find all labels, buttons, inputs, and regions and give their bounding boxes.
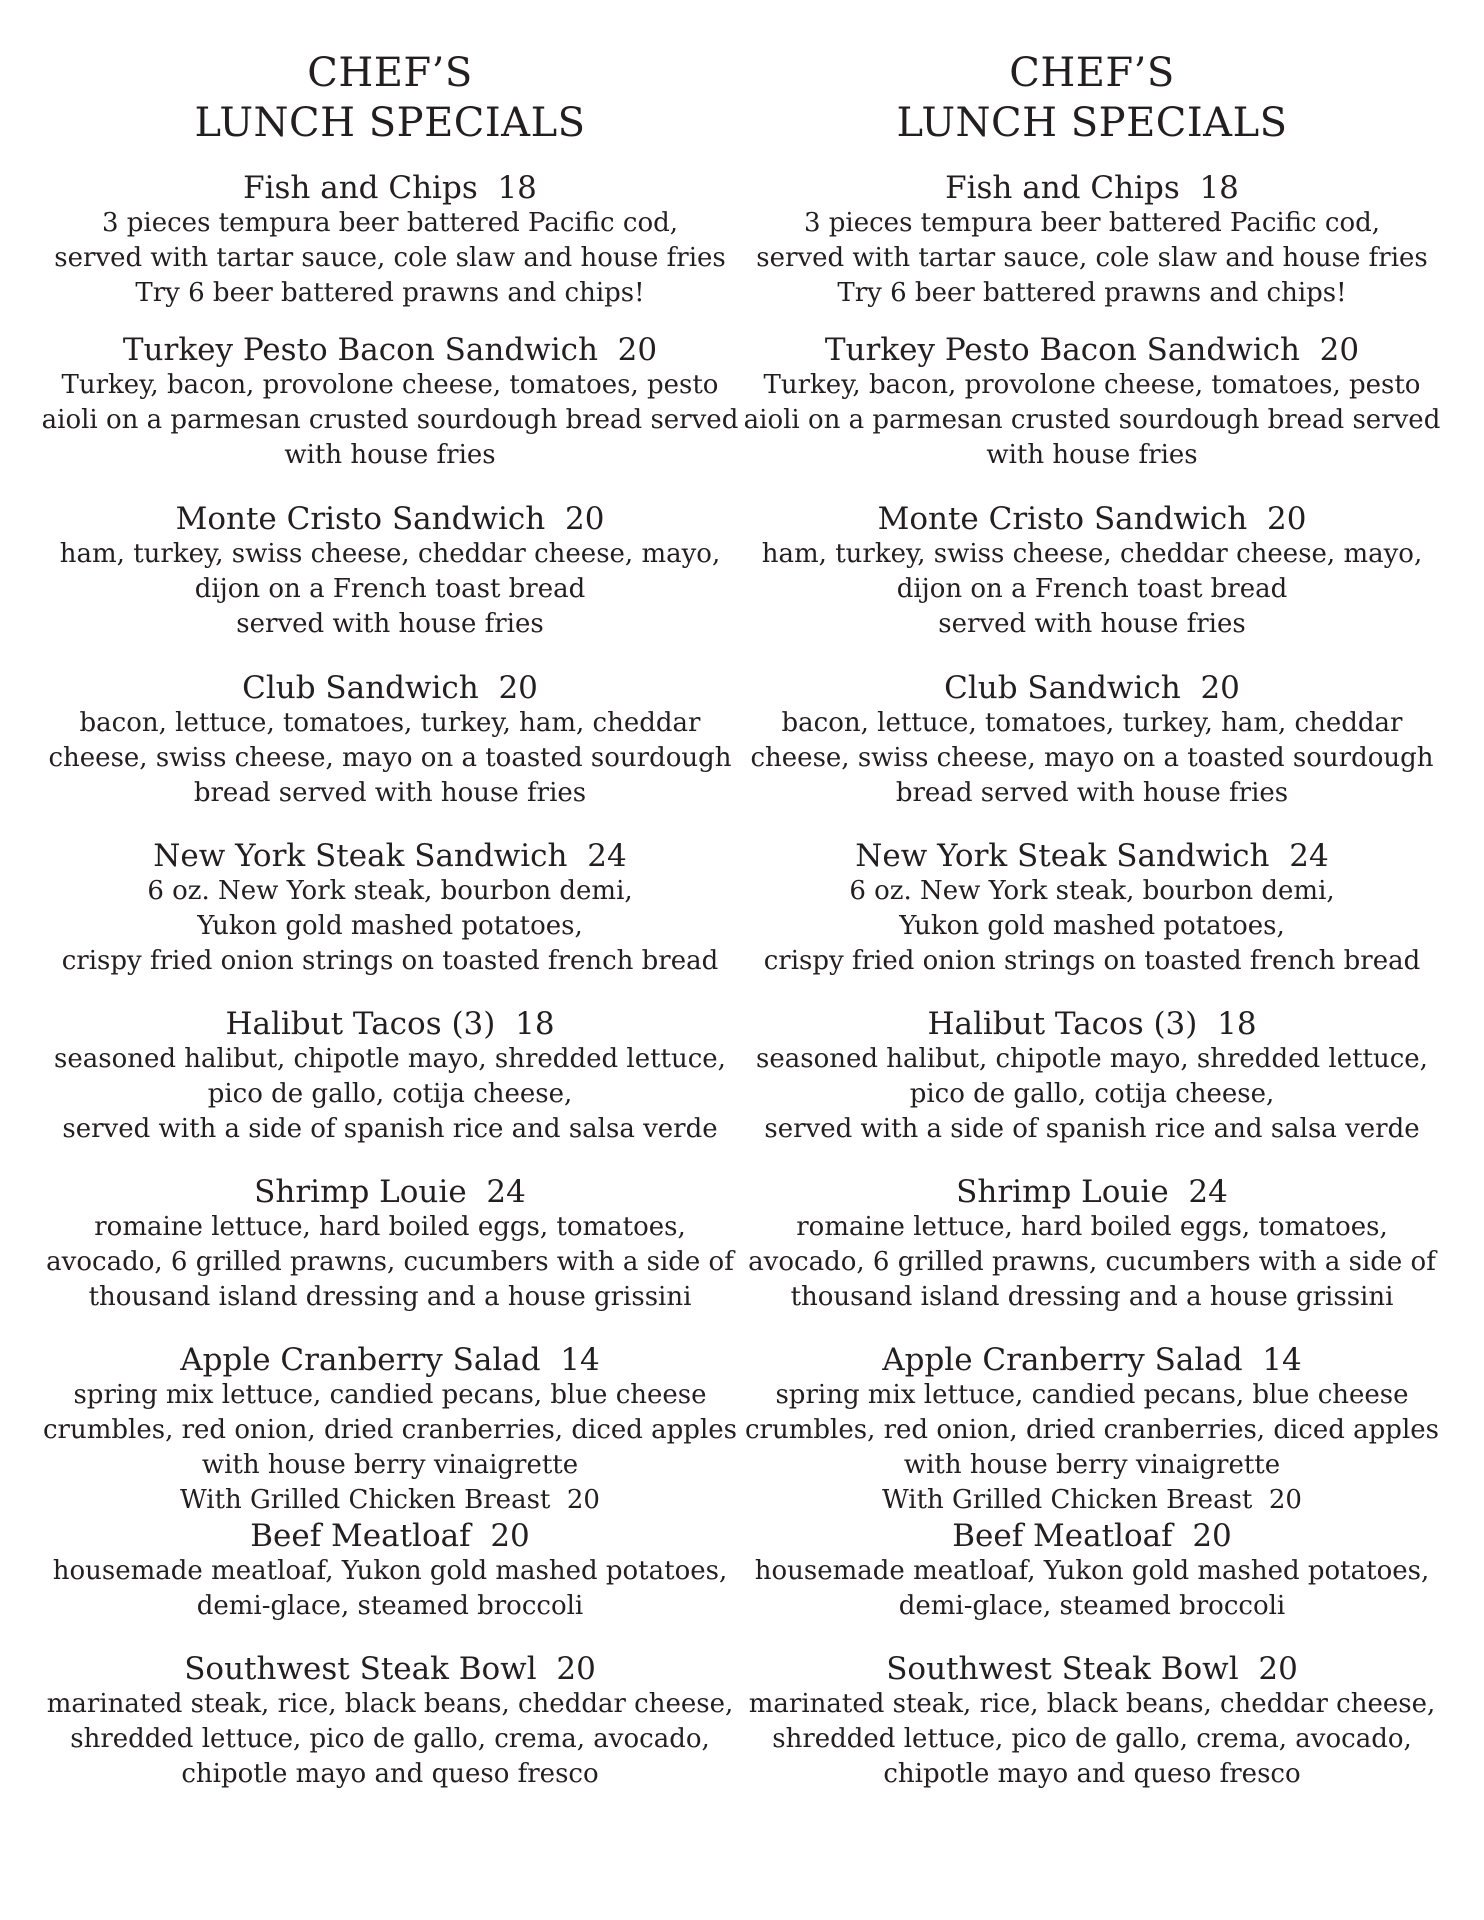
menu-item-price: 20 — [1200, 670, 1240, 706]
menu-item-description-line: pico de gallo, cotija cheese, — [207, 1079, 573, 1109]
menu-item-name: Club Sandwich — [242, 670, 479, 706]
menu-item-description-line: 6 oz. New York steak, bourbon demi, — [849, 876, 1335, 906]
menu-item — [742, 1174, 1442, 1315]
menu-item-price: 24 — [1188, 1174, 1228, 1210]
menu-item-description-line: cheese, swiss cheese, mayo on a toasted sourdough — [750, 743, 1434, 773]
menu-item — [742, 670, 1442, 811]
menu-item — [742, 1651, 1442, 1792]
menu-item-heading — [742, 1174, 1442, 1210]
menu-item-description-line: housemade meatloaf, Yukon gold mashed potatoes, — [52, 1556, 728, 1586]
menu-item-heading — [742, 501, 1442, 537]
menu-title-line-1: CHEF’S — [1009, 50, 1175, 96]
menu-item-price: 20 — [498, 670, 538, 706]
menu-item-description-line: spring mix lettuce, candied pecans, blue cheese — [73, 1380, 707, 1410]
menu-item-name: New York Steak Sandwich — [153, 838, 568, 874]
menu-item-price: 20 — [490, 1518, 530, 1554]
menu-item-name: Fish and Chips — [243, 170, 478, 206]
menu-item-description-line: served with tartar sauce, cole slaw and house fries — [756, 243, 1428, 273]
menu-item-heading — [742, 670, 1442, 706]
menu-column-left — [40, 48, 740, 1792]
menu-item-price: 18 — [1217, 1006, 1257, 1042]
menu-item — [40, 332, 740, 473]
menu-item-name: Monte Cristo Sandwich — [877, 501, 1248, 537]
menu-item-heading — [40, 1174, 740, 1210]
menu-item-name: Shrimp Louie — [254, 1174, 467, 1210]
menu-title-line-2: LUNCH SPECIALS — [896, 100, 1288, 146]
menu-item-description-line: With Grilled Chicken Breast 20 — [180, 1485, 600, 1515]
menu-item-description-line: with house fries — [284, 440, 496, 470]
menu-item-price: 20 — [1266, 501, 1307, 537]
menu-item-description-line: bacon, lettuce, tomatoes, turkey, ham, cheddar — [79, 708, 701, 738]
menu-item-description-line: Try 6 beer battered prawns and chips! — [135, 278, 645, 308]
menu-item — [742, 170, 1442, 311]
menu-item-description-line: with house fries — [986, 440, 1198, 470]
menu-item-name: Turkey Pesto Bacon Sandwich — [824, 332, 1300, 368]
menu-item-heading — [40, 501, 740, 537]
menu-item-heading — [742, 1518, 1442, 1554]
menu-item-description-line: chipotle mayo and queso fresco — [883, 1759, 1301, 1789]
menu-item-price: 24 — [587, 838, 627, 874]
menu-item-description-line: crispy fried onion strings on toasted french bread — [763, 946, 1421, 976]
menu-item-name: Apple Cranberry Salad — [180, 1342, 541, 1378]
menu-item-name: Club Sandwich — [944, 670, 1181, 706]
menu-item — [40, 1342, 740, 1518]
menu-item-description-line: ham, turkey, swiss cheese, cheddar cheese, mayo, — [59, 539, 721, 569]
menu-item-description-line: With Grilled Chicken Breast 20 — [882, 1485, 1302, 1515]
menu-item — [40, 1651, 740, 1792]
menu-item — [742, 1518, 1442, 1624]
menu-item-description-line: thousand island dressing and a house grissini — [88, 1282, 692, 1312]
menu-item-heading — [40, 670, 740, 706]
menu-item-heading — [742, 838, 1442, 874]
menu-item-description-line: housemade meatloaf, Yukon gold mashed potatoes, — [754, 1556, 1430, 1586]
menu-item-description-line: avocado, 6 grilled prawns, cucumbers with a side of — [748, 1247, 1436, 1277]
menu-item-description-line: marinated steak, rice, black beans, cheddar cheese, — [46, 1689, 734, 1719]
menu-item-description-line: Yukon gold mashed potatoes, — [197, 911, 583, 941]
menu-item-heading — [40, 1342, 740, 1378]
menu-item-description-line: ham, turkey, swiss cheese, cheddar cheese, mayo, — [761, 539, 1423, 569]
menu-item-description-line: served with house fries — [236, 609, 544, 639]
menu-item — [742, 332, 1442, 473]
menu-item — [742, 501, 1442, 642]
menu-item-description-line: romaine lettuce, hard boiled eggs, tomatoes, — [94, 1212, 686, 1242]
menu-title — [40, 48, 740, 148]
menu-item-description-line: bread served with house fries — [193, 778, 587, 808]
menu-item-description-line: served with tartar sauce, cole slaw and house fries — [54, 243, 726, 273]
menu-item-price: 20 — [617, 332, 658, 368]
menu-item-description-line: Turkey, bacon, provolone cheese, tomatoes, pesto — [763, 370, 1421, 400]
menu-item-description-line: aioli on a parmesan crusted sourdough bread served — [743, 405, 1441, 435]
menu-item-price: 14 — [560, 1342, 600, 1378]
menu-item-price: 20 — [556, 1651, 596, 1687]
menu-item-description-line: 6 oz. New York steak, bourbon demi, — [147, 876, 633, 906]
menu-item-price: 24 — [486, 1174, 526, 1210]
menu-item-name: Monte Cristo Sandwich — [175, 501, 546, 537]
menu-item — [742, 1342, 1442, 1518]
menu-item-description-line: romaine lettuce, hard boiled eggs, tomatoes, — [796, 1212, 1388, 1242]
menu-item-description-line: crispy fried onion strings on toasted french bread — [61, 946, 719, 976]
menu-item-description-line: thousand island dressing and a house grissini — [790, 1282, 1394, 1312]
menu-item-description-line: dijon on a French toast bread — [194, 574, 586, 604]
menu-item-description-line: shredded lettuce, pico de gallo, crema, avocado, — [70, 1724, 710, 1754]
menu-item-heading — [742, 1006, 1442, 1042]
menu-item-description-line: demi-glace, steamed broccoli — [196, 1591, 584, 1621]
menu-title-line-1: CHEF’S — [307, 50, 473, 96]
menu-item-description-line: 3 pieces tempura beer battered Pacific cod, — [101, 208, 679, 238]
menu-item-description-line: Turkey, bacon, provolone cheese, tomatoes, pesto — [61, 370, 719, 400]
menu-item — [40, 670, 740, 811]
menu-item-heading — [742, 1651, 1442, 1687]
menu-item-heading — [40, 170, 740, 206]
menu-item-name: Beef Meatloaf — [250, 1518, 471, 1554]
menu-item-heading — [40, 1006, 740, 1042]
menu-item-name: Southwest Steak Bowl — [886, 1651, 1239, 1687]
menu-item-name: New York Steak Sandwich — [855, 838, 1270, 874]
menu-item-heading — [742, 332, 1442, 368]
menu-item-price: 20 — [1192, 1518, 1232, 1554]
menu-item-description-line: Try 6 beer battered prawns and chips! — [837, 278, 1347, 308]
menu-item-price: 20 — [1258, 1651, 1298, 1687]
menu-title — [742, 48, 1442, 148]
menu-item-description-line: bread served with house fries — [895, 778, 1289, 808]
menu-item-price: 18 — [1199, 170, 1239, 206]
menu-item-heading — [40, 1651, 740, 1687]
menu-item-description-line: with house berry vinaigrette — [201, 1450, 579, 1480]
menu-item-description-line: spring mix lettuce, candied pecans, blue cheese — [775, 1380, 1409, 1410]
menu-column-right — [742, 48, 1442, 1792]
menu-item-heading — [40, 332, 740, 368]
menu-item-heading — [40, 838, 740, 874]
menu-item-description-line: served with house fries — [938, 609, 1246, 639]
menu-item-description-line: avocado, 6 grilled prawns, cucumbers with a side of — [46, 1247, 734, 1277]
menu-item-description-line: with house berry vinaigrette — [903, 1450, 1281, 1480]
menu-item — [40, 1006, 740, 1147]
dish-list — [742, 170, 1442, 1792]
menu-item-name: Shrimp Louie — [956, 1174, 1169, 1210]
dish-list — [40, 170, 740, 1792]
menu-item-description-line: pico de gallo, cotija cheese, — [909, 1079, 1275, 1109]
menu-item-description-line: crumbles, red onion, dried cranberries, diced apples — [42, 1415, 737, 1445]
menu-item-heading — [40, 1518, 740, 1554]
menu-item-description-line: Yukon gold mashed potatoes, — [899, 911, 1285, 941]
menu-item-description-line: bacon, lettuce, tomatoes, turkey, ham, cheddar — [781, 708, 1403, 738]
menu-item-description-line: shredded lettuce, pico de gallo, crema, avocado, — [772, 1724, 1412, 1754]
menu-item-description-line: aioli on a parmesan crusted sourdough bread served — [41, 405, 739, 435]
menu-item-description-line: seasoned halibut, chipotle mayo, shredded lettuce, — [54, 1044, 726, 1074]
menu-item-name: Fish and Chips — [945, 170, 1180, 206]
menu-item-price: 20 — [1319, 332, 1360, 368]
menu-item-description-line: served with a side of spanish rice and salsa verde — [62, 1114, 718, 1144]
menu-item-description-line: served with a side of spanish rice and salsa verde — [764, 1114, 1420, 1144]
menu-title-line-2: LUNCH SPECIALS — [194, 100, 586, 146]
menu-item-description-line: 3 pieces tempura beer battered Pacific cod, — [803, 208, 1381, 238]
menu-item-description-line: cheese, swiss cheese, mayo on a toasted sourdough — [48, 743, 732, 773]
menu-item-name: Turkey Pesto Bacon Sandwich — [122, 332, 598, 368]
menu-item — [40, 170, 740, 311]
menu-item-price: 24 — [1289, 838, 1329, 874]
menu-item-description-line: dijon on a French toast bread — [896, 574, 1288, 604]
menu-item-price: 18 — [515, 1006, 555, 1042]
menu-item-description-line: seasoned halibut, chipotle mayo, shredded lettuce, — [756, 1044, 1428, 1074]
menu-item-name: Beef Meatloaf — [952, 1518, 1173, 1554]
menu-item — [742, 1006, 1442, 1147]
menu-item-price: 18 — [497, 170, 537, 206]
menu-item-price: 20 — [564, 501, 605, 537]
menu-item — [742, 838, 1442, 979]
menu-item-name: Halibut Tacos (3) — [225, 1006, 496, 1042]
menu-item-description-line: crumbles, red onion, dried cranberries, diced apples — [744, 1415, 1439, 1445]
menu-item-name: Halibut Tacos (3) — [927, 1006, 1198, 1042]
menu-item — [40, 838, 740, 979]
menu-item-name: Southwest Steak Bowl — [184, 1651, 537, 1687]
menu-item-description-line: marinated steak, rice, black beans, cheddar cheese, — [748, 1689, 1436, 1719]
menu-item-heading — [742, 170, 1442, 206]
menu-item — [40, 1174, 740, 1315]
menu-item-description-line: demi-glace, steamed broccoli — [898, 1591, 1286, 1621]
menu-item-heading — [742, 1342, 1442, 1378]
menu-item-price: 14 — [1262, 1342, 1302, 1378]
menu-item — [40, 1518, 740, 1624]
menu-item-description-line: chipotle mayo and queso fresco — [181, 1759, 599, 1789]
menu-item-name: Apple Cranberry Salad — [882, 1342, 1243, 1378]
menu-item — [40, 501, 740, 642]
